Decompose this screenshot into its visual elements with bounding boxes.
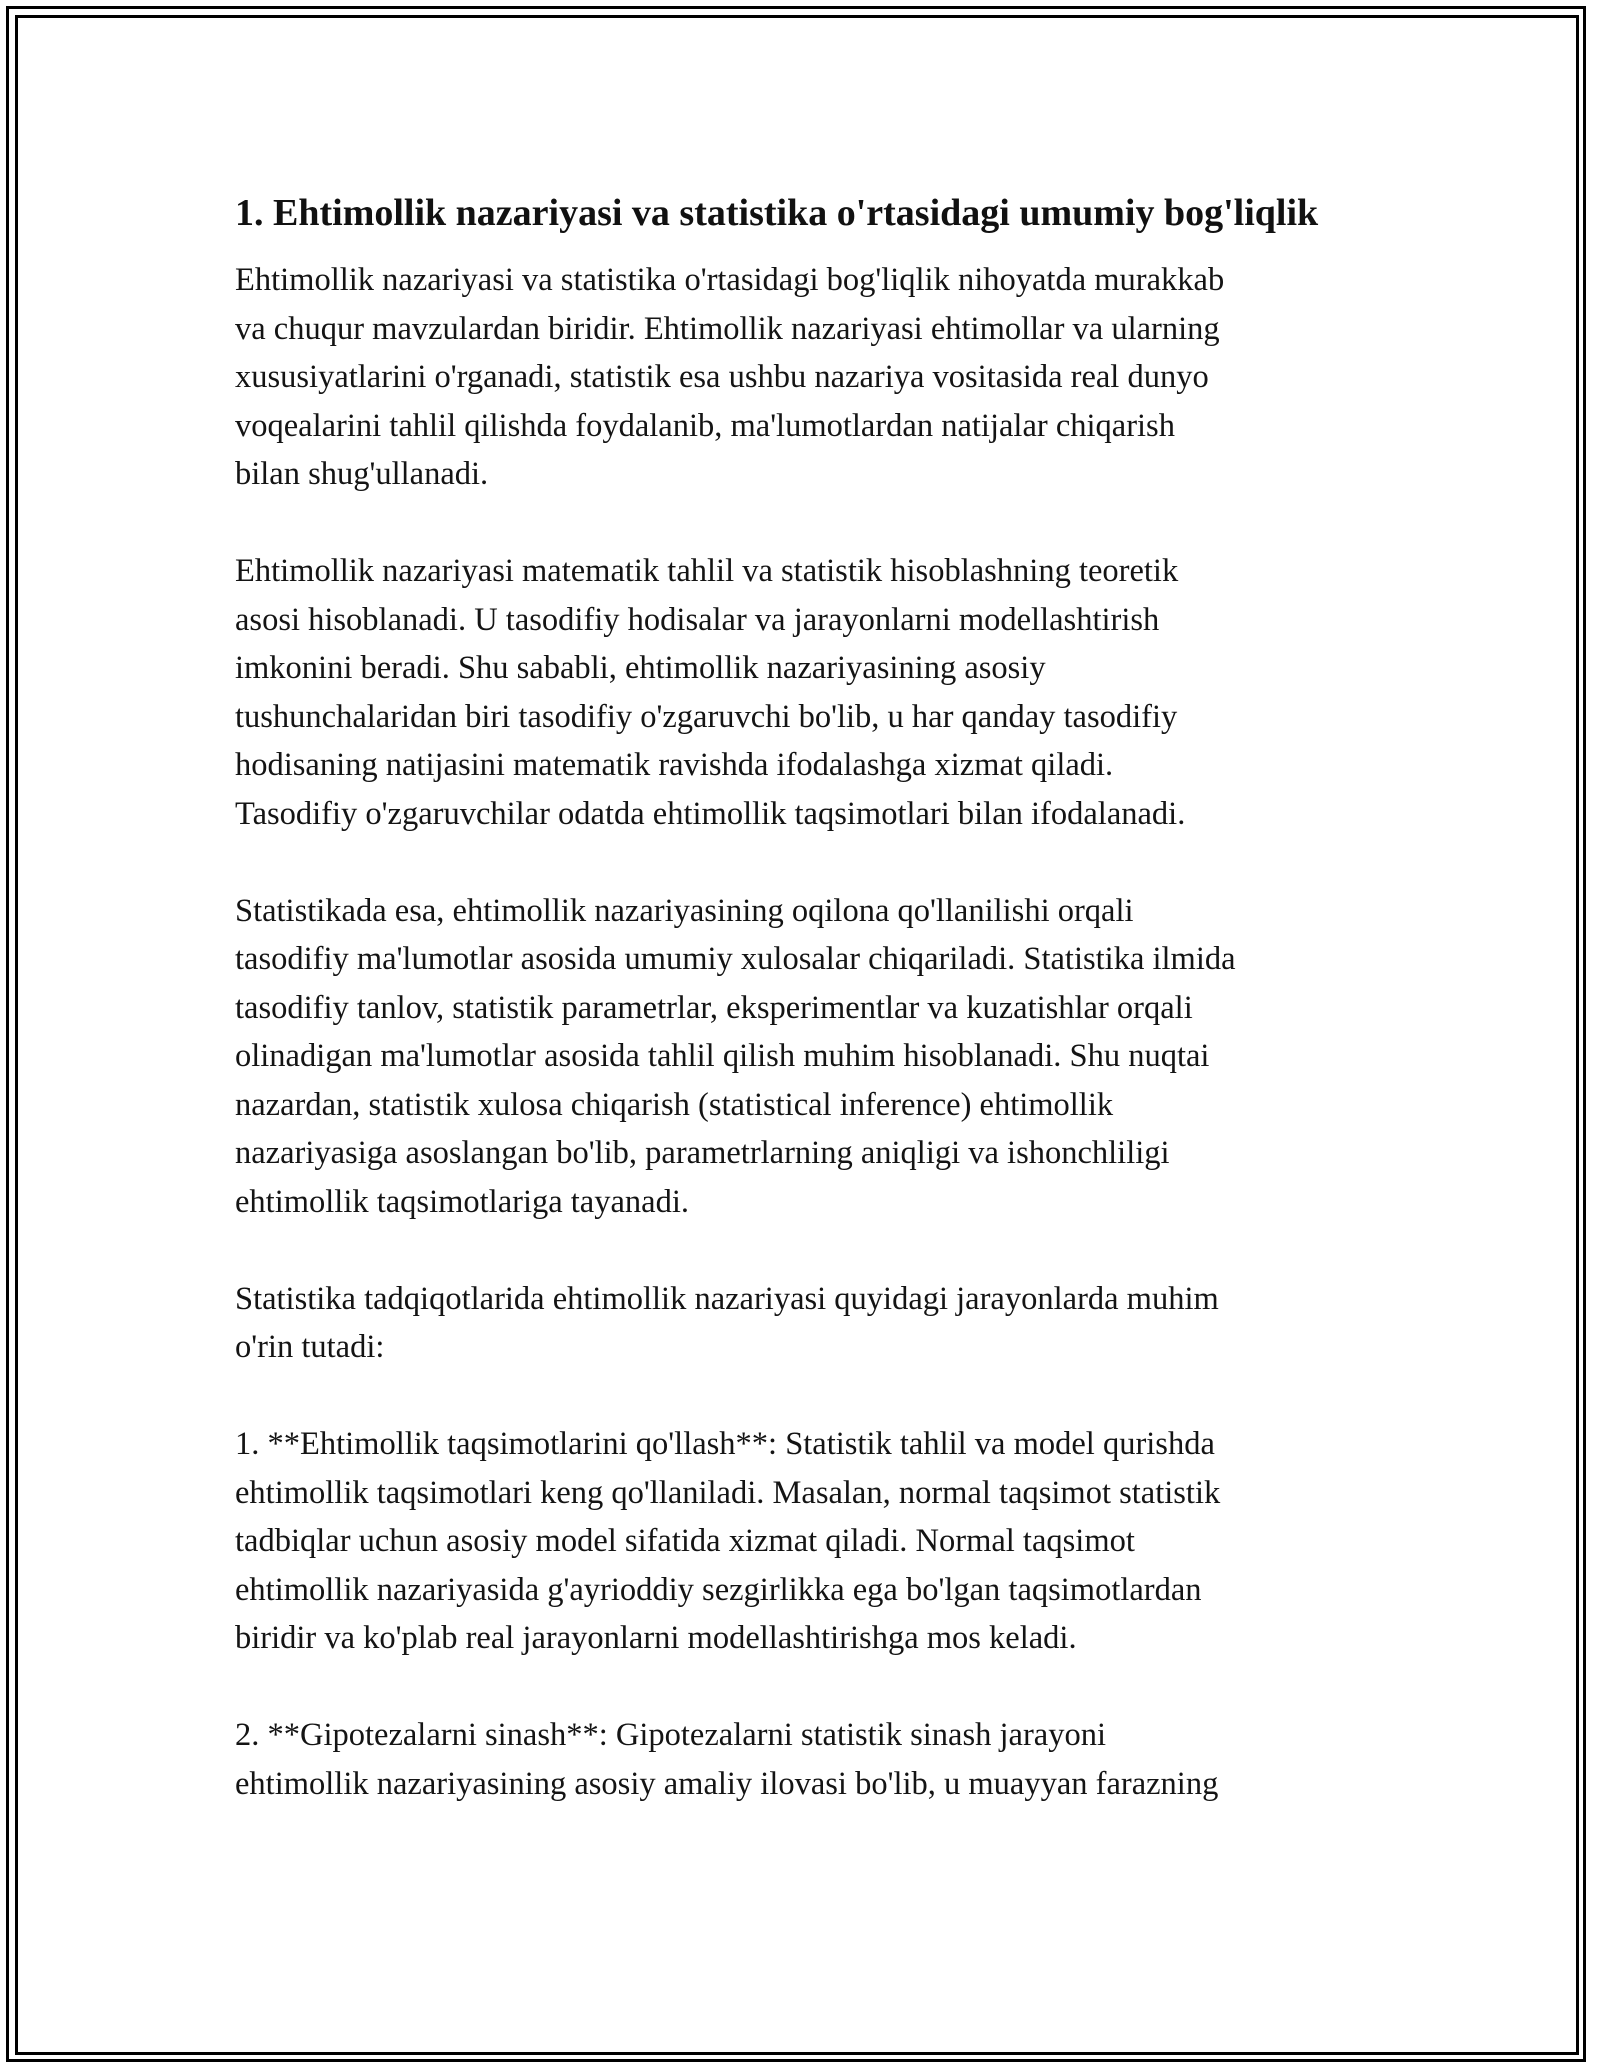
list-item-distributions: 1. **Ehtimollik taqsimotlarini qo'llash**: Statistik tahlil va model qurishda ehtimollik taqsimotlari keng qo'llaniladi. Masalan, normal taqsimot statistik tadbiqlar uchun asosiy model sifatida xizmat qiladi. Normal taqsimot ehtimollik nazariyasida g'ayrioddiy sezgirlikka ega bo'lgan taqsimotlardan biridir va ko'plab real jarayonlarni modellashtirishga mos keladi. — [235, 1426, 1221, 1656]
list-item-hypothesis-testing: 2. **Gipotezalarni sinash**: Gipotezalarni statistik sinash jarayoni ehtimollik nazariyasining asosiy amaliy ilovasi bo'lib, u muayyan farazning — [235, 1717, 1219, 1802]
paragraph-statistics: Statistikada esa, ehtimollik nazariyasining oqilona qo'llanilishi orqali tasodifiy ma'lumotlar asosida umumiy xulosalar chiqariladi. Statistika ilmida tasodifiy tanlov, statistik parametrlar, eksperimentlar va kuzatishlar orqali olinadigan ma'lumotlar asosida tahlil qilish muhim hisoblanadi. Shu nuqtai nazardan, statistik xulosa chiqarish (statistical inference) ehtimollik nazariyasiga asoslangan bo'lib, parametrlarning aniqligi va ishonchliligi ehtimollik taqsimotlariga tayanadi. — [235, 892, 1236, 1220]
paragraph-probability-theory: Ehtimollik nazariyasi matematik tahlil va statistik hisoblashning teoretik asosi hisoblanadi. U tasodifiy hodisalar va jarayonlarni modellashtirish imkonini beradi. Shu sababli, ehtimollik nazariyasining asosiy tushunchalaridan biri tasodifiy o'zgaruvchi bo'lib, u har qanday tasodifiy hodisaning natijasini matematik ravishda ifodalashga xizmat qiladi. Tasodifiy o'zgaruvchilar odatda ehtimollik taqsimotlari bilan ifodalanadi. — [235, 553, 1186, 832]
paragraph-intro: Ehtimollik nazariyasi va statistika o'rtasidagi bog'liqlik nihoyatda murakkab va chuqur mavzulardan biridir. Ehtimollik nazariyasi ehtimollar va ularning xususiyatlarini o'rganadi, statistik esa ushbu nazariya vositasida real dunyo voqealarini tahlil qilishda foydalanib, ma'lumotlardan natijalar chiqarish bilan shug'ullanadi. — [235, 262, 1225, 492]
paragraph-list-intro: Statistika tadqiqotlarida ehtimollik nazariyasi quyidagi jarayonlarda muhim o'rin tutadi: — [235, 1280, 1219, 1365]
section-heading: 1. Ehtimollik nazariyasi va statistika o'rtasidagi umumiy bog'liqlik — [235, 192, 1319, 234]
document-body — [235, 186, 1365, 1808]
